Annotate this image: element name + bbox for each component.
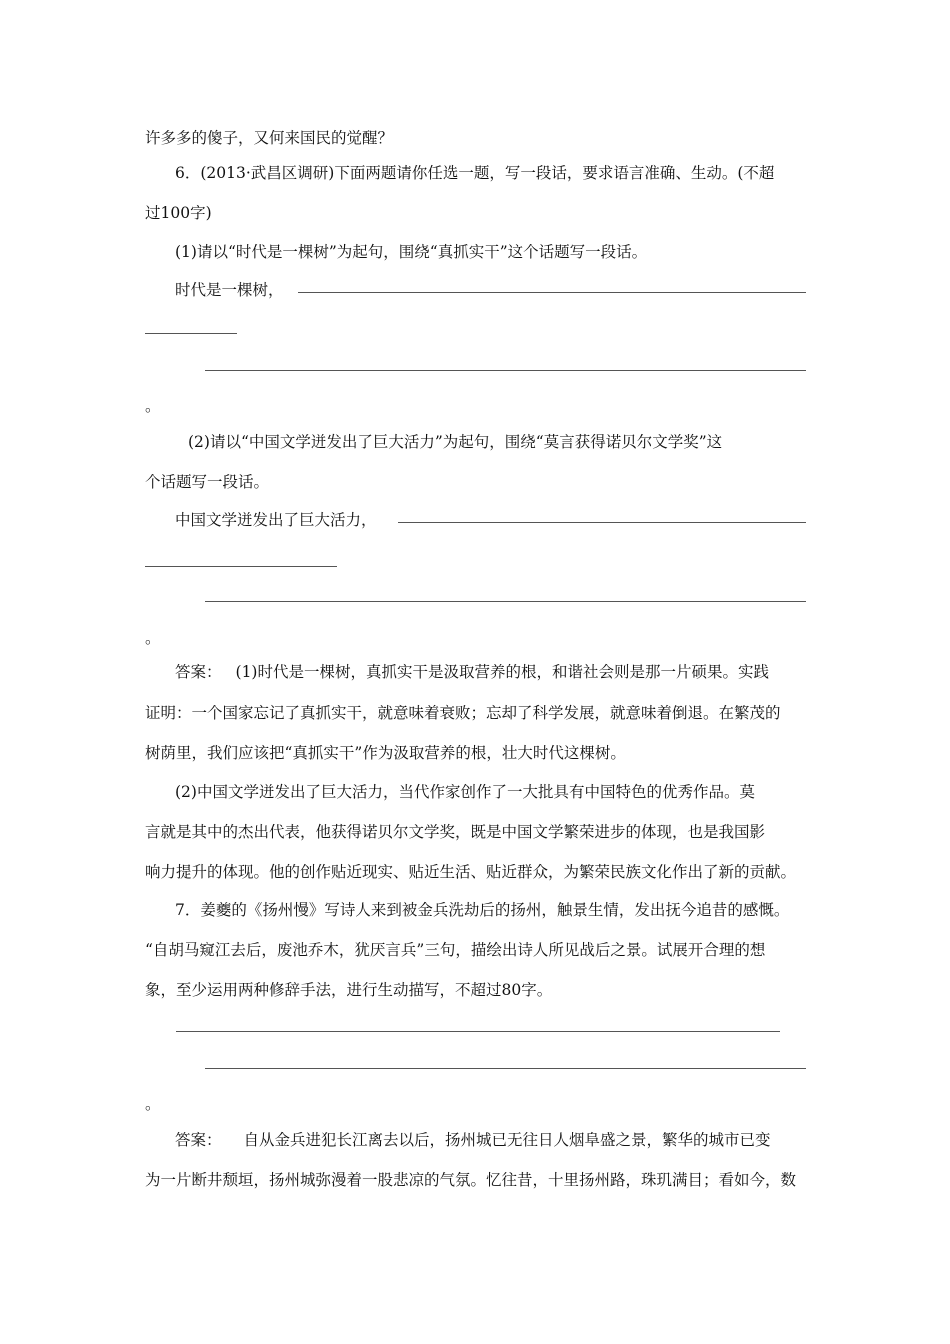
answer-2-line: (2)中国文学迸发出了巨大活力，当代作家创作了一大批具有中国特色的优秀作品。莫 bbox=[175, 783, 755, 801]
answer-blank-line bbox=[145, 333, 237, 334]
period-mark: 。 bbox=[145, 1095, 161, 1113]
period-mark: 。 bbox=[145, 629, 161, 647]
question-6-part-2-cont: 个话题写一段话。 bbox=[145, 473, 270, 491]
question-6-heading: 6．(2013·武昌区调研)下面两题请你任选一题，写一段话，要求语言准确、生动。(不超 bbox=[175, 164, 775, 182]
answer-3-line: 为一片断井颓垣，扬州城弥漫着一股悲凉的气氛。忆往昔，十里扬州路，珠玑满目；看如今，数 bbox=[145, 1171, 797, 1189]
answer-3-line bbox=[175, 1130, 839, 1150]
question-7-heading-cont: “自胡马窥江去后，废池乔木，犹厌言兵”三句，描绘出诗人所见战后之景。试展开合理的想 bbox=[145, 941, 766, 959]
answer-blank-line bbox=[145, 566, 337, 567]
answer-1-line: 证明：一个国家忘记了真抓实干，就意味着衰败；忘却了科学发展，就意味着倒退。在繁茂的 bbox=[145, 704, 781, 722]
answer-text: 自从金兵进犯长江离去以后，扬州城已无往日人烟阜盛之景，繁华的城市已变 bbox=[243, 1131, 771, 1149]
question-6-heading-cont: 过100字) bbox=[145, 204, 212, 222]
answer-label: 答案： bbox=[175, 1131, 222, 1149]
answer-2-line: 言就是其中的杰出代表，他获得诺贝尔文学奖，既是中国文学繁荣进步的体现，也是我国影 bbox=[145, 823, 766, 841]
answer-1-line bbox=[175, 662, 839, 682]
question-7-heading-cont: 象，至少运用两种修辞手法，进行生动描写，不超过80字。 bbox=[145, 981, 553, 999]
answer-blank-line bbox=[176, 1031, 780, 1032]
answer-blank-line bbox=[205, 1068, 806, 1069]
question-6-part-2-prompt: 中国文学迸发出了巨大活力， bbox=[175, 511, 377, 529]
question-6-part-1: (1)请以“时代是一棵树”为起句，围绕“真抓实干”这个话题写一段话。 bbox=[175, 243, 648, 261]
answer-1-line: 树荫里，我们应该把“真抓实干”作为汲取营养的根，壮大时代这棵树。 bbox=[145, 744, 626, 762]
answer-blank-line bbox=[398, 522, 806, 523]
answer-blank-line bbox=[298, 292, 806, 293]
answer-blank-line bbox=[205, 370, 806, 371]
question-6-part-1-prompt: 时代是一棵树， bbox=[175, 281, 284, 299]
answer-text: (1)时代是一棵树，真抓实干是汲取营养的根，和谐社会则是那一片硕果。实践 bbox=[235, 663, 769, 681]
question-7-heading: 7．姜夔的《扬州慢》写诗人来到被金兵洗劫后的扬州，触景生情，发出抚今追昔的感慨。 bbox=[175, 901, 790, 919]
answer-2-line: 响力提升的体现。他的创作贴近现实、贴近生活、贴近群众，为繁荣民族文化作出了新的贡献。 bbox=[145, 863, 797, 881]
question-6-part-2: (2)请以“中国文学迸发出了巨大活力”为起句，围绕“莫言获得诺贝尔文学奖”这 bbox=[188, 433, 723, 451]
period-mark: 。 bbox=[145, 397, 161, 415]
answer-blank-line bbox=[205, 601, 806, 602]
answer-label: 答案： bbox=[175, 663, 222, 681]
text-line: 许多多的傻子，又何来国民的觉醒？ bbox=[145, 129, 394, 147]
